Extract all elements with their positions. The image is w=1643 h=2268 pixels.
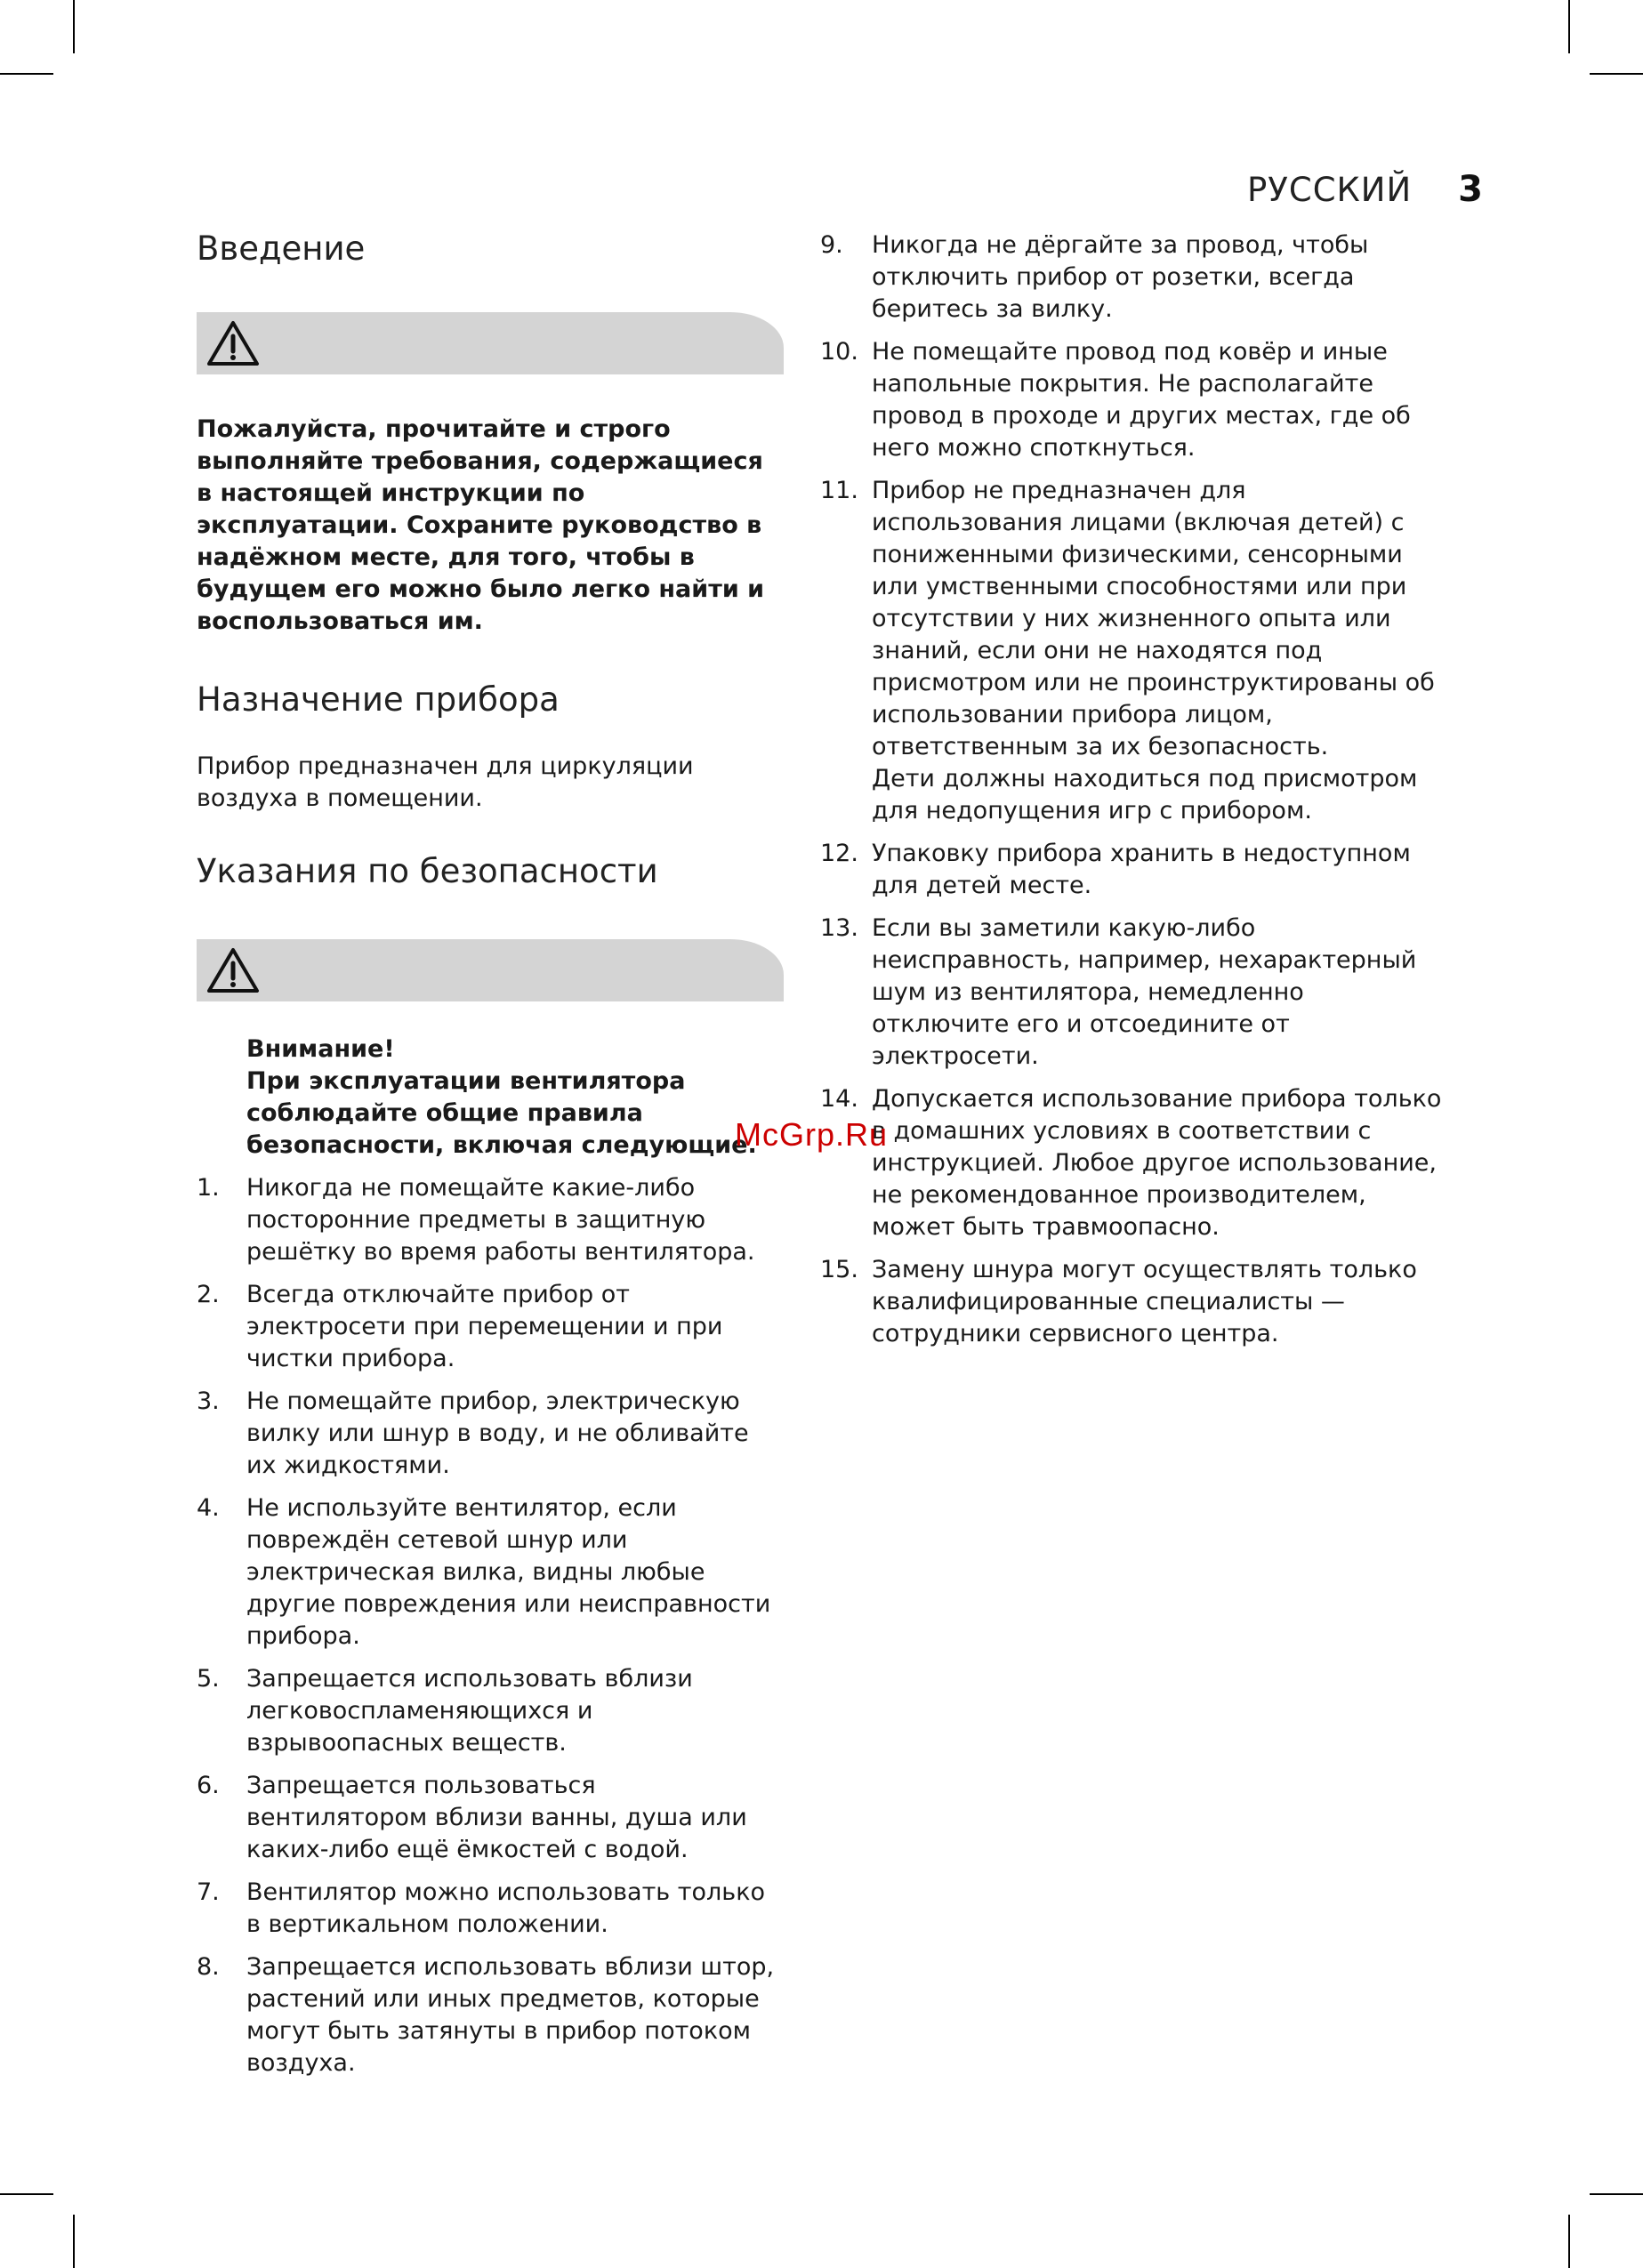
intro-title: Введение [197, 229, 366, 268]
list-item [197, 1663, 784, 1759]
watermark: McGrp.Ru [735, 1116, 889, 1153]
item-text: Запрещается пользоваться вентилятором вблизи ванны, душа или каких-либо ещё ёмкостей с водой. [246, 1772, 747, 1863]
item-text: Вентилятор можно использовать только в вертикальном положении. [246, 1878, 766, 1938]
attention-title: Внимание! [246, 1035, 395, 1063]
list-item [820, 336, 1443, 464]
warning-bar [197, 312, 784, 374]
crop-mark [1568, 2215, 1570, 2268]
page-header [1247, 169, 1483, 210]
item-number: 11. [820, 477, 858, 504]
crop-mark [0, 2193, 53, 2195]
item-number: 8. [197, 1953, 220, 1981]
item-text: Не помещайте провод под ковёр и иные напольные покрытия. Не располагайте провод в проходе и других местах, где об него можно споткнуться. [872, 338, 1411, 462]
item-text: Не используйте вентилятор, если повреждён сетевой шнур или электрическая вилка, видны любые другие повреждения или неисправности прибора. [246, 1494, 771, 1650]
crop-mark [73, 0, 75, 53]
safety-title: Указания по безопасности [197, 852, 658, 890]
attention-block [197, 1033, 784, 1162]
warning-triangle-icon [205, 946, 261, 994]
purpose-title: Назначение прибора [197, 680, 560, 719]
item-number: 7. [197, 1878, 220, 1906]
crop-mark [1590, 73, 1643, 75]
list-item [197, 1279, 784, 1375]
purpose-text: Прибор предназначен для циркуляции воздуха в помещении. [197, 752, 694, 812]
list-item [820, 913, 1443, 1073]
item-text: Запрещается использовать вблизи легковоспламеняющихся и взрывоопасных веществ. [246, 1665, 693, 1757]
crop-mark [0, 73, 53, 75]
list-item [820, 475, 1443, 827]
list-item [820, 1083, 1443, 1243]
item-number: 9. [820, 231, 843, 259]
left-column [197, 229, 784, 2090]
safety-list [197, 1172, 784, 2079]
item-text: Не помещайте прибор, электрическую вилку или шнур в воду, и не обливайте их жидкостями. [246, 1387, 749, 1479]
list-item [820, 229, 1443, 326]
list-item [197, 1386, 784, 1482]
item-number: 2. [197, 1281, 220, 1308]
item-number: 10. [820, 338, 858, 366]
right-column [820, 229, 1443, 1361]
item-number: 5. [197, 1665, 220, 1693]
item-text: Замену шнура могут осуществлять только квалифицированные специалисты — сотрудники сервисного центра. [872, 1256, 1417, 1347]
item-text: Допускается использование прибора только в домашних условиях в соответствии с инструкцией. Любое другое использование, не рекомендованное производителем, может быть травмоопасно. [872, 1085, 1442, 1241]
warning-triangle-icon [205, 319, 261, 367]
item-text: Запрещается использовать вблизи штор, растений или иных предметов, которые могут быть затянуты в прибор потоком воздуха. [246, 1953, 775, 2077]
warning-bar [197, 939, 784, 1001]
list-item [197, 1770, 784, 1866]
list-item [197, 1172, 784, 1268]
item-number: 6. [197, 1772, 220, 1799]
item-number: 4. [197, 1494, 220, 1522]
list-item [197, 1877, 784, 1941]
language-label: РУССКИЙ [1247, 171, 1413, 209]
item-number: 3. [197, 1387, 220, 1415]
attention-text: При эксплуатации вентилятора соблюдайте общие правила безопасности, включая следующие. [246, 1067, 757, 1159]
item-number: 15. [820, 1256, 858, 1283]
page-number: 3 [1458, 169, 1483, 210]
list-item [820, 838, 1443, 902]
crop-mark [73, 2215, 75, 2268]
list-item [197, 1951, 784, 2079]
safety-list-continued [820, 229, 1443, 1350]
item-number: 14. [820, 1085, 858, 1113]
crop-mark [1590, 2193, 1643, 2195]
crop-mark [1568, 0, 1570, 53]
item-text: Никогда не помещайте какие-либо посторонние предметы в защитную решётку во время работы вентилятора. [246, 1174, 755, 1266]
item-text: Прибор не предназначен для использования лицами (включая детей) с пониженными физическими, сенсорными или умственными способностями или при отсутствии у них жизненного опыта или знаний, если они не находятся под присмотром или не проинструктированы об использовании прибора лицом, ответственным за их безопасность. [872, 477, 1435, 760]
item-number: 12. [820, 840, 858, 867]
list-item [197, 1492, 784, 1653]
intro-bold-text: Пожалуйста, прочитайте и строго выполняйте требования, содержащиеся в настоящей инструкции по эксплуатации. Сохраните руководство в надёжном месте, для того, чтобы в будущем его можно было легко найти и воспользоваться им. [197, 415, 765, 635]
item-text: Если вы заметили какую-либо неисправность, например, нехарактерный шум из вентилятора, немедленно отключите его и отсоедините от электросети. [872, 914, 1417, 1070]
item-number: 1. [197, 1174, 220, 1202]
item-number: 13. [820, 914, 858, 942]
item-text: Упаковку прибора хранить в недоступном для детей месте. [872, 840, 1411, 899]
list-item [820, 1254, 1443, 1350]
item-text-extra: Дети должны находиться под присмотром для недопущения игр с прибором. [872, 765, 1418, 824]
item-text: Никогда не дёргайте за провод, чтобы отключить прибор от розетки, всегда беритесь за вилку. [872, 231, 1369, 323]
item-text: Всегда отключайте прибор от электросети при перемещении и при чистки прибора. [246, 1281, 723, 1372]
